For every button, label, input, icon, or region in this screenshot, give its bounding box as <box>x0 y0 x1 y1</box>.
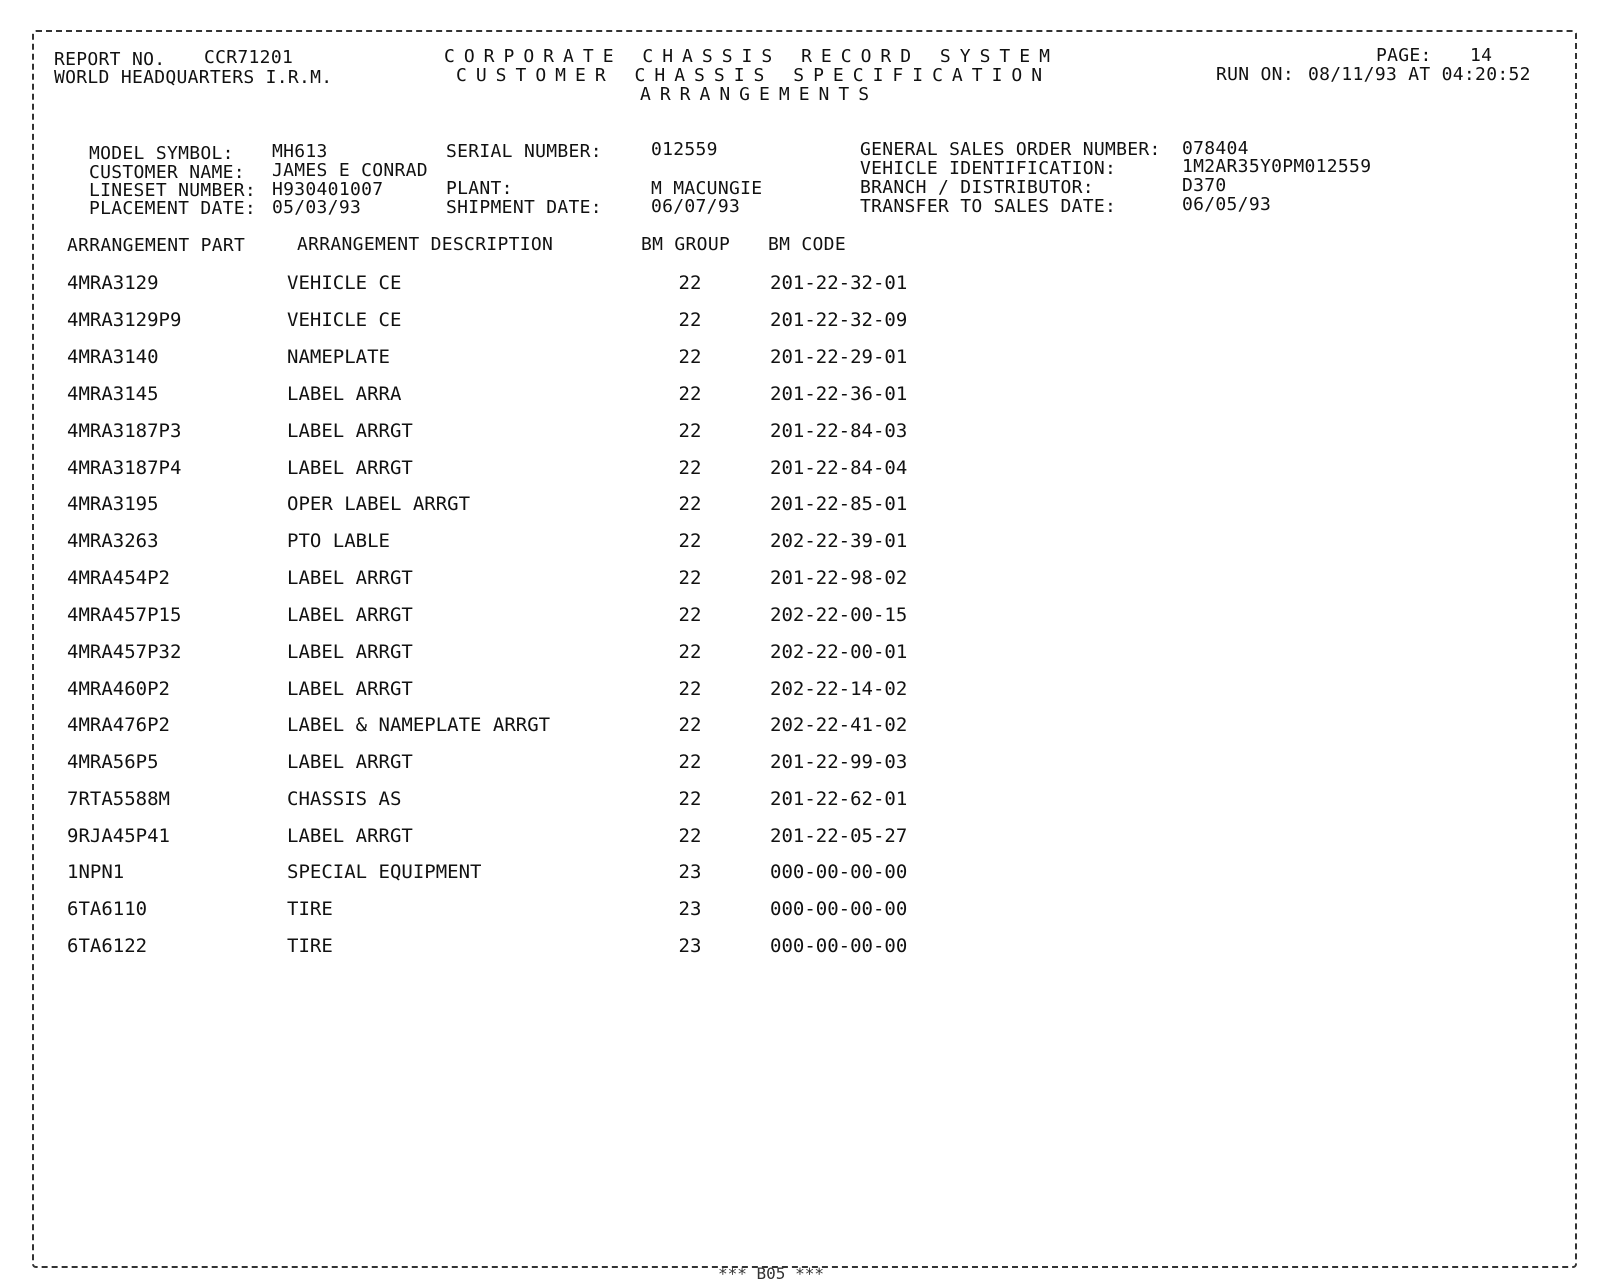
bm-code-cell: 201-22-05-27 <box>770 825 908 847</box>
shipment-date-label: SHIPMENT DATE: <box>446 197 602 218</box>
arrangement-description-cell: CHASSIS AS <box>287 788 402 810</box>
bm-group-cell: 23 <box>678 935 702 957</box>
vehicle-identification-label: VEHICLE IDENTIFICATION: <box>860 158 1117 179</box>
table-row <box>0 271 1600 301</box>
arrangement-description-cell: LABEL ARRGT <box>287 604 413 626</box>
arrangement-part-cell: 4MRA3187P3 <box>67 420 182 442</box>
table-row <box>0 566 1600 596</box>
run-on-label: RUN ON: <box>1216 64 1294 85</box>
arrangement-description-cell: VEHICLE CE <box>287 309 402 331</box>
bm-group-cell: 22 <box>678 641 702 663</box>
plant-value: M MACUNGIE <box>651 178 763 199</box>
table-row <box>0 824 1600 854</box>
arrangement-part-cell: 4MRA476P2 <box>67 714 170 736</box>
general-sales-order-label: GENERAL SALES ORDER NUMBER: <box>860 139 1161 160</box>
branch-distributor-value: D370 <box>1182 175 1227 196</box>
bm-code-cell: 202-22-00-01 <box>770 641 908 663</box>
arrangement-description-cell: LABEL ARRGT <box>287 641 413 663</box>
bm-group-cell: 22 <box>678 383 702 405</box>
bm-group-cell: 22 <box>678 493 702 515</box>
arrangement-part-cell: 9RJA45P41 <box>67 825 170 847</box>
arrangement-description-cell: LABEL ARRGT <box>287 420 413 442</box>
arrangement-description-cell: TIRE <box>287 898 333 920</box>
table-row <box>0 345 1600 375</box>
arrangement-part-cell: 4MRA457P32 <box>67 641 182 663</box>
bm-code-cell: 201-22-85-01 <box>770 493 908 515</box>
table-row <box>0 750 1600 780</box>
arrangement-description-cell: LABEL ARRGT <box>287 678 413 700</box>
arrangement-part-cell: 4MRA3145 <box>67 383 159 405</box>
table-row <box>0 419 1600 449</box>
arrangement-part-cell: 4MRA3129P9 <box>67 309 182 331</box>
bm-code-cell: 201-22-36-01 <box>770 383 908 405</box>
table-row <box>0 713 1600 743</box>
arrangement-part-cell: 4MRA3129 <box>67 272 159 294</box>
bm-group-cell: 22 <box>678 751 702 773</box>
arrangement-part-cell: 6TA6122 <box>67 935 148 957</box>
arrangement-description-cell: LABEL ARRGT <box>287 825 413 847</box>
arrangement-description-cell: LABEL ARRGT <box>287 567 413 589</box>
title-line-1: CORPORATE CHASSIS RECORD SYSTEM <box>444 46 1059 67</box>
shipment-date-value: 06/07/93 <box>651 196 741 217</box>
table-row <box>0 934 1600 964</box>
page-footer-marker: *** B05 *** <box>718 1264 824 1283</box>
arrangement-part-cell: 4MRA457P15 <box>67 604 182 626</box>
arrangement-description-cell: SPECIAL EQUIPMENT <box>287 861 482 883</box>
run-on-value: 08/11/93 AT 04:20:52 <box>1308 64 1531 85</box>
bm-code-cell: 201-22-32-01 <box>770 272 908 294</box>
transfer-to-sales-date-label: TRANSFER TO SALES DATE: <box>860 196 1117 217</box>
column-header-bm-code: BM CODE <box>768 234 846 255</box>
bm-group-cell: 22 <box>678 272 702 294</box>
serial-number-label: SERIAL NUMBER: <box>446 141 602 162</box>
bm-group-cell: 22 <box>678 530 702 552</box>
bm-code-cell: 202-22-00-15 <box>770 604 908 626</box>
bm-group-cell: 22 <box>678 678 702 700</box>
bm-group-cell: 22 <box>678 788 702 810</box>
general-sales-order-value: 078404 <box>1182 138 1249 159</box>
arrangement-description-cell: LABEL ARRA <box>287 383 402 405</box>
bm-code-cell: 201-22-99-03 <box>770 751 908 773</box>
arrangement-description-cell: TIRE <box>287 935 333 957</box>
bm-group-cell: 22 <box>678 309 702 331</box>
table-row <box>0 492 1600 522</box>
org-name: WORLD HEADQUARTERS I.R.M. <box>54 67 333 88</box>
bm-code-cell: 201-22-29-01 <box>770 346 908 368</box>
bm-group-cell: 23 <box>678 898 702 920</box>
title-line-3: ARRANGEMENTS <box>640 84 879 105</box>
bm-group-cell: 22 <box>678 346 702 368</box>
placement-date-label: PLACEMENT DATE: <box>89 198 257 219</box>
bm-group-cell: 22 <box>678 457 702 479</box>
bm-code-cell: 000-00-00-00 <box>770 898 908 920</box>
table-row <box>0 529 1600 559</box>
model-symbol-label: MODEL SYMBOL: <box>89 143 234 164</box>
table-row <box>0 897 1600 927</box>
bm-group-cell: 23 <box>678 861 702 883</box>
arrangement-description-cell: LABEL ARRGT <box>287 457 413 479</box>
branch-distributor-label: BRANCH / DISTRIBUTOR: <box>860 177 1094 198</box>
serial-number-value: 012559 <box>651 139 718 160</box>
page-label: PAGE: <box>1376 45 1432 66</box>
bm-code-cell: 202-22-41-02 <box>770 714 908 736</box>
bm-code-cell: 000-00-00-00 <box>770 935 908 957</box>
bm-code-cell: 201-22-32-09 <box>770 309 908 331</box>
column-header-arrangement-part: ARRANGEMENT PART <box>67 235 246 256</box>
lineset-number-value: H930401007 <box>272 179 384 200</box>
table-row <box>0 308 1600 338</box>
model-symbol-value: MH613 <box>272 141 328 162</box>
title-line-2: CUSTOMER CHASSIS SPECIFICATION <box>456 65 1052 86</box>
column-header-arrangement-description: ARRANGEMENT DESCRIPTION <box>297 234 554 255</box>
bm-code-cell: 201-22-84-03 <box>770 420 908 442</box>
arrangement-description-cell: OPER LABEL ARRGT <box>287 493 471 515</box>
arrangement-description-cell: NAMEPLATE <box>287 346 390 368</box>
column-header-bm-group: BM GROUP <box>641 234 731 255</box>
arrangement-part-cell: 6TA6110 <box>67 898 148 920</box>
arrangement-part-cell: 4MRA3195 <box>67 493 159 515</box>
arrangement-part-cell: 1NPN1 <box>67 861 125 883</box>
arrangement-part-cell: 4MRA56P5 <box>67 751 159 773</box>
bm-code-cell: 202-22-14-02 <box>770 678 908 700</box>
customer-name-label: CUSTOMER NAME: <box>89 162 245 183</box>
bm-group-cell: 22 <box>678 420 702 442</box>
bm-group-cell: 22 <box>678 714 702 736</box>
bm-code-cell: 202-22-39-01 <box>770 530 908 552</box>
bm-code-cell: 201-22-84-04 <box>770 457 908 479</box>
transfer-to-sales-date-value: 06/05/93 <box>1182 194 1272 215</box>
table-row <box>0 640 1600 670</box>
page-number: 14 <box>1470 45 1493 66</box>
placement-date-value: 05/03/93 <box>272 197 362 218</box>
arrangement-description-cell: VEHICLE CE <box>287 272 402 294</box>
arrangement-part-cell: 4MRA460P2 <box>67 678 170 700</box>
arrangement-description-cell: LABEL ARRGT <box>287 751 413 773</box>
bm-group-cell: 22 <box>678 567 702 589</box>
arrangement-part-cell: 4MRA3187P4 <box>67 457 182 479</box>
bm-group-cell: 22 <box>678 825 702 847</box>
table-row <box>0 456 1600 486</box>
table-row <box>0 677 1600 707</box>
arrangement-part-cell: 4MRA3140 <box>67 346 159 368</box>
lineset-number-label: LINESET NUMBER: <box>89 180 257 201</box>
arrangement-part-cell: 4MRA454P2 <box>67 567 170 589</box>
report-no: CCR71201 <box>204 47 294 68</box>
bm-group-cell: 22 <box>678 604 702 626</box>
bm-code-cell: 201-22-98-02 <box>770 567 908 589</box>
vehicle-identification-value: 1M2AR35Y0PM012559 <box>1182 156 1372 177</box>
table-row <box>0 787 1600 817</box>
arrangement-part-cell: 4MRA3263 <box>67 530 159 552</box>
plant-label: PLANT: <box>446 178 513 199</box>
customer-name-value: JAMES E CONRAD <box>272 160 428 181</box>
arrangement-description-cell: LABEL & NAMEPLATE ARRGT <box>287 714 551 736</box>
arrangement-description-cell: PTO LABLE <box>287 530 390 552</box>
bm-code-cell: 201-22-62-01 <box>770 788 908 810</box>
table-row <box>0 382 1600 412</box>
table-row <box>0 860 1600 890</box>
report-no-label: REPORT NO. <box>54 49 166 70</box>
arrangement-part-cell: 7RTA5588M <box>67 788 170 810</box>
bm-code-cell: 000-00-00-00 <box>770 861 908 883</box>
table-row <box>0 603 1600 633</box>
